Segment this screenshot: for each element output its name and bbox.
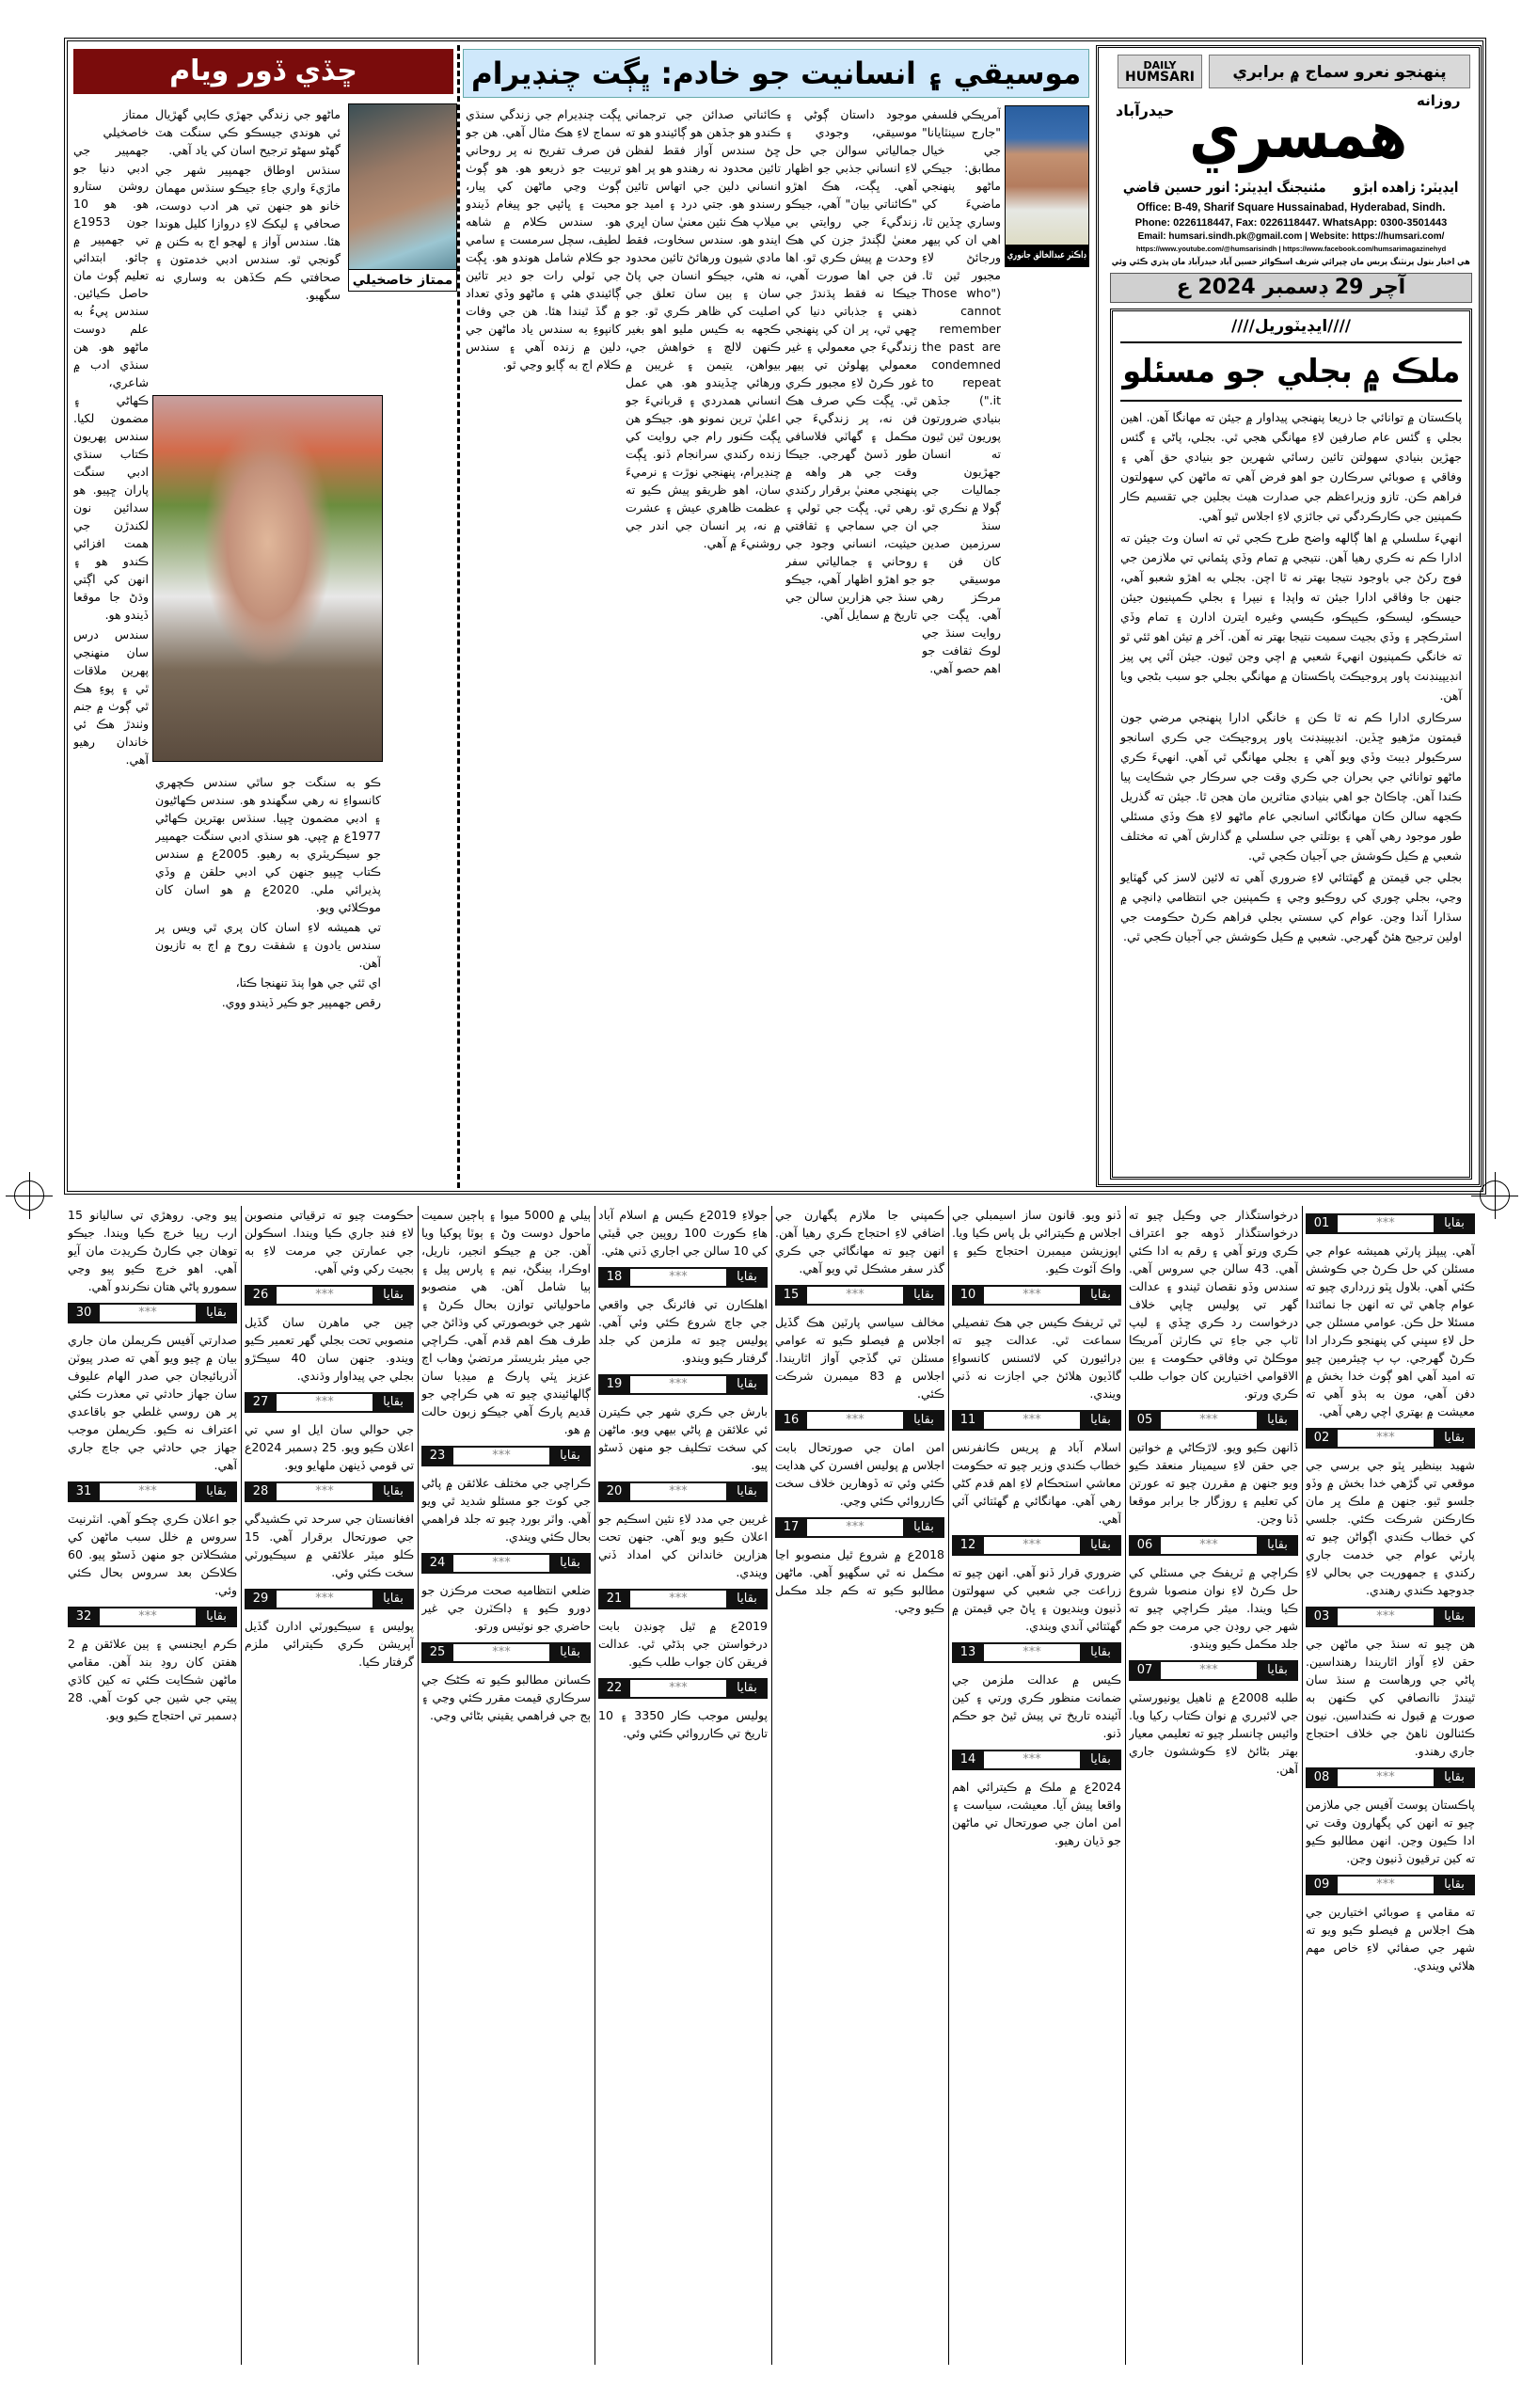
tag-label: بقايا (1444, 1216, 1465, 1230)
tag-mark: *** (100, 1483, 196, 1500)
continuation-text: ڪيس ۾ عدالت ملزمن جي ضمانت منظور ڪري ورتي ۽ کين آئينده تاريخ تي پيش ٿيڻ جو حڪم ڏنو. (952, 1672, 1121, 1740)
continuation-tag (775, 1285, 944, 1306)
tag-mark: *** (1338, 1608, 1434, 1625)
column-divider (241, 1206, 242, 2365)
editor-name: ايڊيٽر: زاهده ابڙو (1353, 179, 1459, 196)
continuation-text: آهي. پيپلز پارٽي هميشه عوام جي مسئلن کي حل ڪرڻ جي ڪوشش ڪئي آهي. بلاول ڀٽو زرداري چيو ته عوام چاهي ٿي ته انهن جا نمائندا مسئلا حل ڪن. عوامي مسئلن جي حل لاءِ سڀني کي پنهنجو ڪردار ادا ڪرڻ گهرجي. پ پ چيئرمين چيو ته اميد آهي اهو ڳوٺ خدا بخش ۾ دفن آهي، مون به ٻڌو آهي ته معيشت ۾ بهتري اچي رهي آهي. (1306, 1244, 1475, 1418)
editorial-box (1110, 309, 1472, 1180)
tag-label: بقايا (560, 1556, 580, 1570)
newspaper-logo-text: همسري (1189, 96, 1407, 173)
photo-caption-text: ڊاڪٽر عبدالخالق جانوري (1007, 250, 1086, 261)
social-links (1110, 244, 1472, 253)
tag-label: بقايا (1090, 1413, 1111, 1427)
phone-line-text: Phone: 0226118447, Fax: 0226118447. WhatsApp: 0300-3501443 (1134, 216, 1448, 229)
column-divider (457, 45, 460, 1188)
continuation-text: ضلعي انتظاميه صحت مرڪزن جو دورو ڪيو ۽ ڊاڪٽرن جي غير حاضري جو نوٽيس ورتو. (421, 1583, 591, 1633)
tag-label: بقايا (383, 1395, 404, 1409)
left-feature-col-3 (73, 105, 149, 1187)
continuation-number: 29 (252, 1592, 269, 1606)
paragraph: سنڌس اوطاق جهمپير شهر جي ماڙيءَ واري جاءِ جيڪو سنڌس مهمان خانو هو جنهن تي هر ادب دوست، صحافي ۽ ليکڪ لاءِ دروازا کليل هوندا هئا. سندس آواز ۽ لهجو اڄ به ڪنن ۾ گونجي ٿو. سندس ادبي خدمتون ۽ صحافتي ڪم ڪڏهن به وساري نه سگهبو. (155, 163, 341, 302)
continuation-number: 11 (959, 1413, 976, 1427)
tag-mark: *** (1338, 1769, 1434, 1786)
tag-label: بقايا (737, 1377, 757, 1391)
continuation-tag (1306, 1607, 1475, 1627)
continuation-tag (1306, 1428, 1475, 1449)
printer-line (1110, 255, 1472, 270)
city-label: حيدرآباد (1116, 102, 1175, 119)
tag-mark: *** (984, 1287, 1080, 1304)
social-links-text: https://www.youtube.com/@humsarisindh | https://www.facebook.com/humsarimagazinehyd (1135, 244, 1447, 253)
continuation-tag (245, 1481, 414, 1502)
tag-mark: *** (453, 1448, 549, 1465)
continuation-column (1129, 1206, 1298, 2365)
column-divider (771, 1206, 772, 2365)
crop-mark-left (14, 1180, 44, 1211)
continuation-tag (421, 1446, 591, 1466)
continuation-number: 24 (429, 1556, 446, 1570)
editorial-label: ////ايڊيٽوريل//// (1230, 317, 1352, 336)
continuation-tag (1306, 1213, 1475, 1234)
paragraph: سرڪاري ادارا ڪم نه ٿا ڪن ۽ خانگي ادارا پنهنجي مرضي جون قيمتون مڙهيو ڇڏين. انڊيپينڊنٽ پاور پروجيڪٽ جي ڪري اسانجو سرڪيولر ڊيبٽ وڏي ويو آهي ۽ بجلي مهانگي ٿي آهي. انهيءَ ڪري ماڻهو توانائي جي بحران جي ڪري وقت جي سرڪار جي شڪايت پيا ڪندا آهن. چاڪاڻ جو اهي بنيادي متاثرين مان هجن ٿا. جيئن ته گذريل ڪجهه سالن ڪان مهانگائي اسانجي عام ماڻهو لاءِ هڪ وڏي مسئلي طور موجود رهي آهي ۽ بوتلتي جي سلسلي ۾ گذارش آهي ته مختلف شعبي ۾ ڪيل ڪوشش جي آجيان ڪجي ٿي. (1120, 710, 1462, 863)
continuation-number: 30 (75, 1306, 92, 1320)
tag-label: بقايا (1267, 1663, 1288, 1677)
continuation-number: 02 (1313, 1431, 1330, 1445)
paragraph: آمريڪي فلسفي "جارج سينٽايانا" جي خيال مطابق: جيڪي ماڻهو پنهنجي ماضيءَ کي وساري ڇڏين ٿا، اهي ان کي ٻيهر ورجائڻ لاءِ مجبور ٿين ٿا. ("Those who cannot remember the past are condemned to repeat it.") جڏهن بنيادي ضرورتون پوريون ٿين ٿيون ته انسان جهڙيون جماليات جي ڳولا ۾ نڪري ٿو. سنڌ جي سرزمين صدين کان فن ۽ موسيقي جو مرڪز رهي آهي. ڀڳت جي روايت سنڌ جي لوڪ ثقافت جو اهم حصو آهي. (922, 107, 1001, 675)
continuation-number: 07 (1136, 1663, 1153, 1677)
tag-mark: *** (984, 1644, 1080, 1661)
tag-mark: *** (630, 1680, 726, 1697)
tag-mark: *** (807, 1287, 903, 1304)
left-feature-headline-text: ڇڏي ڏور ويام (169, 55, 357, 87)
continuation-text: ٿي ٽريفڪ ڪيس جي هڪ تفصيلي سماعت ٿي. عدالت چيو ته ڊرائيورن کي لائسنس کانسواءِ گاڏيون هلائڻ جي اجازت نه ڏني ويندي. (952, 1315, 1121, 1401)
tag-mark: *** (1161, 1662, 1257, 1679)
continuation-text: درخواستگذار جي وڪيل چيو ته درخواستگذار ڏوهه جو اعتراف ڪري ورتو آهي ۽ رقم به ادا ڪئي آهي. 43 سالن جي سروس آهي. سندس وڏو نقصان ٿيندو ۽ عدالت گهر تي پوليس ڇاپي خلاف درخواست رد ڪري ڇڏي ۽ ليپ ٽاپ جي جاءِ تي ڪارٽن آمريڪا موڪلڻ تي وفاقي حڪومت ۽ بين الاقوامي اختيارين کان جواب طلب ڪري ورتو. (1129, 1208, 1298, 1401)
slogan (1209, 55, 1470, 88)
tag-mark: *** (277, 1591, 373, 1608)
continuation-number: 01 (1313, 1216, 1330, 1230)
continuation-text: افغانستان جي سرحد تي ڪشيدگي جي صورتحال برقرار آهي. 15 ڪلو ميٽر علائقي ۾ سيڪيورٽي سخت ڪئي وئي. (245, 1512, 414, 1579)
continuation-tag (68, 1481, 237, 1502)
tag-label: بقايا (913, 1520, 934, 1534)
continuation-tag (1129, 1410, 1298, 1431)
continuation-tag (1306, 1767, 1475, 1788)
tag-mark: *** (1338, 1215, 1434, 1232)
paragraph: پاڪستان ۾ توانائي جا ذريعا پنهنجي پيداوار ۾ جيئن ته مهانگا آهن. اهين بجلي ۽ گئس عام صارفين لاءِ مهانگي هجي ٿي. بجلي، پاڻي ۽ گئس جهڙين بنيادي سهولتن تائين رسائي شهرين جو بنيادي حق آهي ۽ وفاقي ۽ صوبائي سرڪارن جو اهو فرض آهي ته ماڻهن کي سهولتون فراهم ڪن. تازو وزيراعظم جي صدارت هيٺ بجلين جي تقسيم ڪار ڪمپنين جي ڪارڪردگي تي جائزي لاءِ اجلاس ٿيو آهي. (1120, 410, 1462, 523)
tag-mark: *** (630, 1591, 726, 1608)
continuation-text: طلبه 2008ع ۾ ٺاهيل يونيورسٽي جي لائبرري ۾ نوان ڪتاب رکيا ويا. وائيس چانسلر چيو ته تعليمي معيار بهتر بڻائڻ لاءِ ڪوششون جاري آهن. (1129, 1690, 1298, 1776)
tag-mark: *** (1338, 1430, 1434, 1447)
continuation-text: بارش جي ڪري شهر جي ڪيترن ئي علائقن ۾ پاڻي بيهي ويو. ماڻهن کي سخت تڪليف جو منهن ڏسڻو پيو. (598, 1404, 768, 1472)
column-divider (1125, 1206, 1126, 2365)
continuation-tag (245, 1285, 414, 1306)
tag-label: بقايا (383, 1592, 404, 1606)
tag-mark: *** (277, 1287, 373, 1304)
continuation-text: شهيد بينظير ڀٽو جي برسي جي موقعي تي گڙهي خدا بخش ۾ وڏو جلسو ٿيو. جنهن ۾ ملڪ ڀر مان ڪارڪنن شرڪت ڪئي. جلسي کي خطاب ڪندي اڳواڻن چيو ته پارٽي عوام جي خدمت جاري رکندي ۽ جمهوريت جي بحالي لاءِ جدوجهد ڪندي رهندي. (1306, 1458, 1475, 1597)
author-photo-music (1005, 105, 1089, 267)
paragraph: ڪو به سنگت جو ساٿي سندس ڪچهري کانسواءِ نه رهي سگهندو هو. سندس ڪهاڻيون ۽ ادبي مضمون ڇپيا. سنڌس بهترين ڪهاڻي 1977ع ۾ ڇپي. هو سنڌي ادبي سنگت جهمپير جو سيڪريٽري به رهيو. 2005ع ۾ سندس ڪتاب ڇپيو جنهن کي ادبي حلقن ۾ وڏي پذيرائي ملي. 2020ع ۾ هو اسان کان موڪلائي ويو. (155, 775, 381, 914)
tag-mark: *** (100, 1305, 196, 1322)
issue-date (1110, 273, 1472, 303)
continuation-text: هن چيو ته سنڌ جي ماڻهن جي حقن لاءِ آواز اٿاريندا رهنداسين. پاڻي جي ورهاست ۾ سنڌ سان ٿيندڙ ناانصافي کي ڪنهن به صورت ۾ قبول نه ڪنداسين. نيون ڪئنالون ٺاهڻ جي خلاف احتجاج جاري رهندو. (1306, 1637, 1475, 1758)
tag-mark: *** (277, 1483, 373, 1500)
continuation-text: حڪومت چيو ته ترقياتي منصوبن لاءِ فنڊ جاري ڪيا ويندا. اسڪولن جي عمارتن جي مرمت لاءِ به بجيٽ رکي وئي آهي. (245, 1208, 414, 1275)
photo-caption (349, 269, 456, 291)
continuation-text: ضروري قرار ڏنو آهي. انهن چيو ته زراعت جي شعبي کي سهولتون ڏنيون وينديون ۽ ڀاڻ جي قيمتن ۾ گهٽتائي آندي ويندي. (952, 1565, 1121, 1633)
continuation-column (952, 1206, 1121, 2365)
paragraph: انهيءَ سلسلي ۾ اها ڳالهه واضح طرح ڪجي ٿي ته اسان وٽ جيئن ته ادارا ڪم نه ڪري رهيا آهن. نتيجي ۾ تمام وڏي پئماني تي ملازمن جي فوج رکڻ جي باوجود نتيجا بهتر نه ٿا اچن. بجلي به اهڙو شعبو آهي، جنهن جا وفاقي ادارا جيئن ته واپڊا ۽ نيپرا ۽ بجلي ڪمپنيون جيئن حيسڪو، ليسڪو، ڪيپڪو، ڪيسي وغيره ايترن ادارن ۽ تمام وڏي اسٽرڪچر ۽ وڏي بجيٽ سميت نتيجا بهتر نه آهن. آخر ۾ تيئن اهو ٿئي ٿو ته خانگي ڪمپنيون انهيءَ شعبي ۾ اچي وڃن ٿيون. جيئن آئي پي پيز انڊيپينڊنٽ پاور پروجيڪٽ پاڪستان ۾ مهانگي بجلي جو سبب بڻجي ويا آهن. (1120, 531, 1462, 703)
continuation-number: 20 (606, 1484, 623, 1498)
newspaper-logo (1187, 94, 1409, 175)
continuation-text: پوليس موجب ڪار 3350 ۽ 10 تاريخ تي ڪارروائي ڪئي وئي. (598, 1708, 768, 1740)
tag-mark: *** (1161, 1537, 1257, 1554)
tag-mark: *** (807, 1519, 903, 1536)
tag-label: بقايا (1090, 1645, 1111, 1659)
continuation-tag (952, 1642, 1121, 1663)
daily-urdu-label: روزانه (1417, 92, 1461, 109)
paragraph: بجلي جي قيمتن ۾ گهٽتائي لاءِ ضروري آهي ته لائين لاسز کي گهٽايو وڃي، بجلي چوري کي روڪيو وڃي ۽ ڪمپنين جي انتظامي ڍانچي ۾ سڌارا آندا وڃن. عوام کي سستي بجلي فراهم ڪرڻ حڪومت جي اولين ترجيح هئڻ گهرجي. شعبي ۾ ڪيل ڪوشش جي آجيان ڪجي ٿي. (1120, 870, 1462, 943)
photo-caption (1006, 245, 1088, 266)
tag-label: بقايا (1444, 1770, 1465, 1784)
managing-editor-name: مئنيجنگ ايڊيٽر: انور حسين قاضي (1123, 179, 1326, 196)
continuation-text: اسلام آباد ۾ پريس ڪانفرنس خطاب ڪندي وزير چيو ته حڪومت معاشي استحڪام لاءِ اهم قدم کڻي رهي آهي. مهانگائي ۾ گهٽتائي آئي آهي. (952, 1440, 1121, 1526)
tag-mark: *** (630, 1269, 726, 1286)
continuation-tag (952, 1535, 1121, 1556)
photo-caption-text: ممتاز خاصخيلي (352, 273, 453, 288)
left-feature-col-2 (155, 773, 381, 1187)
continuation-column (775, 1206, 944, 2365)
continuation-number: 27 (252, 1395, 269, 1409)
continuation-number: 05 (1136, 1413, 1153, 1427)
printer-line-text: هي اخبار بتول پرنٽنگ پريس مان ڇپرائي شريف اسڪوائر حسين آباد حيدرآباد مان پڌري ڪئي وئي (1111, 258, 1470, 267)
tag-label: بقايا (560, 1449, 580, 1463)
tag-label: بقايا (1444, 1609, 1465, 1624)
continuation-number: 14 (959, 1752, 976, 1766)
issue-date-text: آچر 29 ڊسمبر 2024 ع (1176, 276, 1406, 299)
continuation-text: پاڪستان پوسٽ آفيس جي ملازمن چيو ته انهن کي پگهارون وقت تي ادا ڪيون وڃن. انهن مطالبو ڪيو ته کين ترقيون ڏنيون وڃن. (1306, 1798, 1475, 1865)
music-col-1 (922, 105, 1001, 1187)
continuation-tag (421, 1553, 591, 1574)
continuation-text: 2018ع ۾ شروع ٿيل منصوبو اڃا مڪمل نه ٿي سگهيو آهي. ماڻهن مطالبو ڪيو ته ڪم جلد مڪمل ڪيو وڃي. (775, 1547, 944, 1615)
tag-mark: *** (630, 1483, 726, 1500)
tag-label: بقايا (383, 1484, 404, 1498)
continuation-number: 26 (252, 1288, 269, 1302)
continuation-text: ڪراچي جي مختلف علائقن ۾ پاڻي جي کوٽ جو مسئلو شديد ٿي ويو آهي. واٽر بورڊ چيو ته جلد فراهمي بحال ڪئي ويندي. (421, 1476, 591, 1544)
paragraph: سندس درس سان منهنجي پهرين ملاقات ٿي ۽ پوءِ هڪ ٿي ڳوٺ ۾ جنم وٺندڙ هڪ ئي خاندان رهيو آهي. (73, 627, 149, 767)
continuation-number: 23 (429, 1449, 446, 1463)
continuation-text: جي حوالي سان ايل او سي تي اعلان ڪيو ويو. 25 ڊسمبر 2024ع تي قومي ڏينهن ملهايو ويو. (245, 1422, 414, 1472)
continuation-number: 21 (606, 1592, 623, 1606)
continuation-tag (952, 1750, 1121, 1770)
continuation-number: 17 (783, 1520, 800, 1534)
continuation-number: 10 (959, 1288, 976, 1302)
continuation-tag (68, 1607, 237, 1627)
music-col-4 (466, 105, 621, 1187)
paragraph: ڀڳت چنڊيرام جي زندگي سنڌي سماج لاءِ هڪ مثال آهي. هن جو فن صرف تفريح نه پر روحاني تربيت جو ذريعو هو. هو ڳوٺ ڳوٺ وڃي ماڻهن کي پيار، محبت ۽ ڀائپي جو پيغام ڏيندو هو. سندس ڪلام ۾ شاهه لطيف، سچل سرمست ۽ سامي جو ڪلام شامل هوندو هو. ڀڳت جي ٽولي رات جو دير تائين ڳائيندي هئي ۽ ماڻهو وڏي تعداد ۾ گڏ ٿيندا هئا. هن جي وفات کانپوءِ به سندس ياد ماڻهن جي دلين ۾ زنده آهي ۽ سندس ڪلام اڄ به ڳايو وڃي ٿو. (466, 107, 621, 372)
divider (1120, 400, 1462, 402)
continuation-text: ٻيلي ۾ 5000 ميوا ۽ ٻاڄين سميت ماحول دوست وڻ ۽ ٻوٽا پوکيا ويا آهن. جن ۾ جيڪو انجير، ناريل، اوڪرا، ٻينگڻ، نيم ۽ پارس پيل ۽ ٻيا شامل آهن. هي منصوبو ماحولياتي توازن بحال ڪرڻ ۽ شهر جي خوبصورتي کي وڌائڻ جي طرف هڪ اهم قدم آهي. ڪراچي جي ميئر بئريسٽر مرتضيٰ وهاب اڄ عزيز ڀٽي پارڪ ۾ ميڊيا سان ڳالهائيندي چيو ته هي ڪراچي جو قديم پارڪ آهي جيڪو زبون حالت ۾ هو. (421, 1208, 591, 1436)
email-website (1110, 230, 1472, 243)
continuation-text: امن امان جي صورتحال بابت اجلاس ۾ پوليس افسرن کي هدايت ڪئي وئي ته ڏوهارين خلاف سخت ڪارروائي ڪئي وڃي. (775, 1440, 944, 1508)
continuation-text: ته مقامي ۽ صوبائي اختيارين جي هڪ اجلاس ۾ فيصلو ڪيو ويو ته شهر جي صفائي لاءِ خاص مهم هلائي ويندي. (1306, 1905, 1475, 1972)
tag-mark: *** (1161, 1412, 1257, 1429)
continuation-tag (421, 1642, 591, 1663)
tag-mark: *** (630, 1376, 726, 1393)
continuation-tag (245, 1589, 414, 1609)
continuation-column (598, 1206, 768, 2365)
continuation-number: 25 (429, 1645, 446, 1659)
left-feature-headline (73, 49, 453, 94)
tag-label: بقايا (737, 1484, 757, 1498)
editors-line (1110, 177, 1472, 198)
continuation-tag (68, 1303, 237, 1323)
paper-name-en: HUMSARI (1125, 70, 1195, 85)
office-address (1110, 200, 1472, 214)
paragraph: تي هميشه لاءِ اسان کان پري ٿي ويس پر سندس يادون ۽ شفقت روح ۾ اڄ به تازيون آهن. (155, 920, 381, 970)
continuation-number: 13 (959, 1645, 976, 1659)
paragraph: ماڻهو جي زندگي جهڙي ڪاپي گهڙيال ئي هوندي جيسڪو ڪي سنگت هٽ گهڻو سهڻو ترجيح اسان کي ياد آهي. (155, 107, 341, 157)
column-divider (1302, 1206, 1303, 2365)
continuation-text: 2024ع ۾ ملڪ ۾ ڪيترائي اهم واقعا پيش آيا. معيشت، سياست ۽ امن امان جي صورتحال تي ماڻهن جو ڌيان رهيو. (952, 1780, 1121, 1847)
continuation-text: ڪمپني جا ملازم پگهارن جي اضافي لاءِ احتجاج ڪري رهيا آهن. انهن چيو ته مهانگائي جي ڪري گذر سفر مشڪل ٿي ويو آهي. (775, 1208, 944, 1275)
continuation-tag (775, 1410, 944, 1431)
continuation-tag (598, 1678, 768, 1699)
continuation-column (68, 1206, 237, 2365)
office-address-text: Office: B-49, Sharif Square Hussainabad, Hyderabad, Sindh. (1136, 201, 1446, 214)
continuation-column (1306, 1206, 1475, 2365)
continuation-text: 2019ع ۾ ٿيل چونڊن بابت درخواستن جي ٻڌڻي ٿي. عدالت فريقن کان جواب طلب ڪيو. (598, 1619, 768, 1669)
tag-label: بقايا (1090, 1288, 1111, 1302)
paragraph: رقص جهمپير جو ڪير ڏيندو ووي. (221, 995, 381, 1009)
tag-mark: *** (100, 1608, 196, 1625)
tag-label: بقايا (206, 1609, 227, 1624)
continuation-text: ڪراچي ۾ ٽريفڪ جي مسئلي کي حل ڪرڻ لاءِ نوان منصوبا شروع ڪيا ويندا. ميئر ڪراچي چيو ته شهر جي روڊن جي مرمت جو ڪم جلد مڪمل ڪيو ويندو. (1129, 1565, 1298, 1651)
continuation-tag (1129, 1535, 1298, 1556)
tag-mark: *** (453, 1555, 549, 1572)
continuation-text: پوليس ۽ سيڪيورٽي ادارن گڏيل آپريشن ڪري ڪيترائي ملزم گرفتار ڪيا. (245, 1619, 414, 1669)
continuation-number: 03 (1313, 1609, 1330, 1624)
tag-label: بقايا (206, 1484, 227, 1498)
continuation-tag (952, 1285, 1121, 1306)
slogan-text: پنهنجو نعرو سماج ۾ برابري (1232, 62, 1447, 82)
paragraph: اي ٿئي جي هوا پنڌ تنهنجا ڪتا، (235, 975, 381, 990)
continuation-number: 15 (783, 1288, 800, 1302)
tag-label: بقايا (913, 1413, 934, 1427)
continuation-text: غريبن جي مدد لاءِ نئين اسڪيم جو اعلان ڪيو ويو آهي. جنهن تحت هزارين خاندانن کي امداد ڏني ويندي. (598, 1512, 768, 1579)
editorial-body (1113, 407, 1469, 1141)
tag-mark: *** (453, 1644, 549, 1661)
continuation-tag (598, 1589, 768, 1609)
column-divider (418, 1206, 419, 2365)
continuation-tag (598, 1374, 768, 1395)
continuation-tag (1129, 1660, 1298, 1681)
continuation-text: صدارتي آفيس ڪريملن مان جاري بيان ۾ چيو ويو آهي ته صدر پيوٽن آذربائيجان جي صدر الهام عليوف سان جهاز حادثي تي معذرت ڪئي پر هن روسي غلطي جو باقاعدي اعتراف نه ڪيو. ڪريملن موجب جهاز جي حادثي جي جاچ جاري آهي. (68, 1333, 237, 1472)
continuation-number: 19 (606, 1377, 623, 1391)
continuation-number: 18 (606, 1270, 623, 1284)
continuation-column (245, 1206, 414, 2365)
tag-mark: *** (807, 1412, 903, 1429)
continuation-tag (598, 1481, 768, 1502)
tag-label: بقايا (737, 1270, 757, 1284)
paragraph: موجود داستان ڳوڻي ۽ موسيقي، وجودي ۽ جمالياتي سوالن جي حل لاءِ انساني جذبي جو اظهار آهي. ڀڳت، هڪ اهڙو "ڪائناتي بيان" آهي، جيڪو زندگيءَ جي روايتي بي معنيٰ لڳندڙ جزن کي هڪ وحدت ۾ پيش ڪري ٿو. اها فن جي اها صورت آهي، جيڪا نه فقط پڌندڙ جي ذهني ۽ جذباتي دنيا کي ڇهي ٿي، پر ان کي پنهنجي زندگيءَ جي معمولي ۽ غير معمولي پهلوئن تي ٻيهر غور ڪرڻ لاءِ مجبور ڪري ٿي. ڀڳت ڪي صرف هڪ فن نه، پر زندگيءَ جي مڪمل ۽ گهاٽي فلاسافي طور ڏسڻ گهرجي. جيڪا وقت جي هر واهه ۾ پنهنجي معنيٰ برقرار رکندي رهي ٿي. ڀڳت جي ٽولي ۽ ان جي سماجي ۽ ثقافتي حيثيت، انساني وجود جي روحاني ۽ جمالياتي سفر جو اهڙو اظهار آهي، جيڪو سنڌ جي هزارين سالن جي تاريخ ۾ سمايل آهي. (785, 107, 917, 622)
paragraph: ممتاز خاصخيلي جهمپير جي ادبي دنيا جو روشن ستارو هو. هو 10 جون 1953ع تي جهمپير ۾ ڄائو. ابتدائي تعليم ڳوٺ مان حاصل ڪيائين. سندس پيءُ به علم دوست ماڻهو هو. هن سنڌي ادب ۾ شاعري، ڪهاڻي ۽ مضمون لکيا. سندس پهريون ڪتاب سنڌي ادبي سنگت پاران ڇپيو. هو سدائين نون لکندڙن جي همت افزائي ڪندو هو ۽ انهن کي اڳتي وڌڻ جا موقعا ڏيندو هو. (73, 107, 149, 622)
tag-label: بقايا (560, 1645, 580, 1659)
tag-label: بقايا (1267, 1413, 1288, 1427)
tag-mark: *** (1338, 1877, 1434, 1893)
continuation-text: ڪرم ايجنسي ۽ ٻين علائقن ۾ 2 هفتن کان روڊ بند آهن. مقامي ماڻهن شڪايت ڪئي ته کين کاڌي پيتي جي شين جي کوٽ آهي. 28 ڊسمبر تي احتجاج ڪيو ويو. (68, 1637, 237, 1722)
email-website-text: Email: humsari.sindh.pk@gmail.com | Website: https://humsari.com/ (1137, 231, 1445, 242)
continuation-text: مخالف سياسي پارٽين هڪ گڏيل اجلاس ۾ فيصلو ڪيو ته عوامي مسئلن تي گڏجي آواز اٿاريندا. اجلاس ۾ 83 ميمبرن شرڪت ڪئي. (775, 1315, 944, 1401)
column-divider (948, 1206, 949, 2365)
continuation-tag (775, 1517, 944, 1538)
continuation-tag (952, 1410, 1121, 1431)
phone-line (1110, 215, 1472, 230)
music-feature-headline-text: موسيقي ۽ انسانيت جو خادم: ڀڳت چنڊيرام (470, 55, 1082, 91)
tag-label: بقايا (383, 1288, 404, 1302)
tag-label: بقايا (1444, 1431, 1465, 1445)
continuation-number: 31 (75, 1484, 92, 1498)
author-photo-left (348, 103, 457, 292)
music-col-3 (626, 105, 781, 1187)
tag-mark: *** (984, 1537, 1080, 1554)
tag-label: بقايا (737, 1681, 757, 1695)
continuation-text: جولاءِ 2019ع ڪيس ۾ اسلام آباد هاءِ ڪورٽ 100 روپين جي ڦيٽي کي 10 سالن جي اجاري ڏني هئي. (598, 1208, 768, 1258)
tag-label: بقايا (913, 1288, 934, 1302)
tag-mark: *** (277, 1394, 373, 1411)
continuation-text: ڪسانن مطالبو ڪيو ته ڪڻڪ جي سرڪاري قيمت مقرر ڪئي وڃي ۽ ٻج جي فراهمي يقيني بڻائي وڃي. (421, 1672, 591, 1722)
left-feature-col-1 (155, 105, 341, 388)
tag-mark: *** (984, 1751, 1080, 1768)
continuation-text: چين جي ماهرن سان گڏيل منصوبي تحت بجلي گهر تعمير ڪيو ويندو. جنهن سان 40 سيڪڙو بجلي جي پيداوار وڌندي. (245, 1315, 414, 1383)
paragraph: ڪائناتي صدائن جي ترجماني ڪندو هو جڏهن هو ڳائيندو هو ته ڇڻ سندس آواز فقط لفظن تائين محدود نه رهندو هو پر اهو انساني دلين جي اتهاس تائين رسندو هو. جتي درد ۽ اميد جو ميلاپ هڪ نئين معنيٰ سان اڀري ايندو هو. سندس سخاوت، فقط مادي شيون ورهائڻ تائين محدود نه هئي، جيڪو انسان جي پاڻ سان ۽ ٻين سان تعلق جي اصليت کي ظاهر ڪري ٿو. جو ڪجهه به ڪيس مليو اهو بغير ڪنهن لالچ ۽ خواهش جي، بيواهن، يتيمن ۽ غريبن ۾ ورهائي ڇڏيندو هو. هي عمل انساني همدردي ۽ قربانيءَ جو اعليٰ ترين نمونو هو. جيڪو هن ڀڳت ڪنور رام جي روايت کي زنده رکندي سرانجام ڏنو. ڀڳت چنڊيرام، پنهنجي نوڙت ۽ نرميءَ سان، اهو ظريقو پيش ڪيو ته عظمت ظاهري عيش ۽ عشرت ۾ نه، پر انسان جي اندر جي روشنيءَ ۾ آهي. (626, 107, 781, 550)
continuation-tag (598, 1267, 768, 1288)
editorial-title (1113, 349, 1469, 394)
continuation-number: 16 (783, 1413, 800, 1427)
tag-label: بقايا (737, 1592, 757, 1606)
daily-label: DAILY (1143, 59, 1177, 71)
continuation-number: 08 (1313, 1770, 1330, 1784)
tag-label: بقايا (1090, 1538, 1111, 1552)
continuation-number: 32 (75, 1609, 92, 1624)
continuation-text: جو اعلان ڪري چڪو آهي. انٽرنيٽ سروس ۾ خلل سبب ماڻهن کي مشڪلاتن جو منهن ڏسڻو پيو. 60 ڪلاڪن بعد سروس بحال ڪئي وئي. (68, 1512, 237, 1597)
continuation-number: 09 (1313, 1877, 1330, 1892)
continuation-column (421, 1206, 591, 2365)
daily-badge (1118, 55, 1202, 88)
continuation-text: اهلڪارن تي فائرنگ جي واقعي جي جاچ شروع ڪئي وئي آهي. پوليس چيو ته ملزمن کي جلد گرفتار ڪيو ويندو. (598, 1297, 768, 1365)
divider (1120, 341, 1462, 343)
continuation-text: ڏانهن ڪيو ويو. لاڙڪاڻي ۾ خواتين جي حقن لاءِ سيمينار منعقد ڪيو ويو جنهن ۾ مقررن چيو ته عورتن کي تعليم ۽ روزگار جا برابر موقعا ڏنا وڃن. (1129, 1440, 1298, 1526)
tag-label: بقايا (1090, 1752, 1111, 1766)
editors-wrapper (1112, 179, 1470, 196)
music-col-2 (785, 105, 917, 1187)
tag-mark: *** (984, 1412, 1080, 1429)
tag-label: بقايا (206, 1306, 227, 1320)
tag-label: بقايا (1267, 1538, 1288, 1552)
continuation-tag (245, 1392, 414, 1413)
continuation-number: 22 (606, 1681, 623, 1695)
continuation-number: 28 (252, 1484, 269, 1498)
continuation-text: ڏنو ويو. قانون ساز اسيمبلي جي اجلاس ۾ ڪيترائي بل پاس ڪيا ويا. اپوزيشن ميمبرن احتجاج ڪيو ۽ واڪ آئوٽ ڪيو. (952, 1208, 1121, 1275)
tag-label: بقايا (1444, 1877, 1465, 1892)
continuation-number: 06 (1136, 1538, 1153, 1552)
subject-photo (152, 395, 383, 762)
continuation-number: 12 (959, 1538, 976, 1552)
editorial-title-text: ملڪ ۾ بجلي جو مسئلو (1121, 353, 1460, 390)
continuation-tag (1306, 1875, 1475, 1895)
continuation-text: پيو وڃي. روهڙي تي ساليانو 15 ارب رپيا خرچ ڪيا ويندا. جيڪو توهان جي ڪارڻ ڪريڊٽ مان آيو آهي. اهو خرچ ڪيو پيو وڃي سمورو پاڻي هتان نڪرندو آهي. (68, 1208, 237, 1293)
music-feature-headline (463, 49, 1089, 98)
